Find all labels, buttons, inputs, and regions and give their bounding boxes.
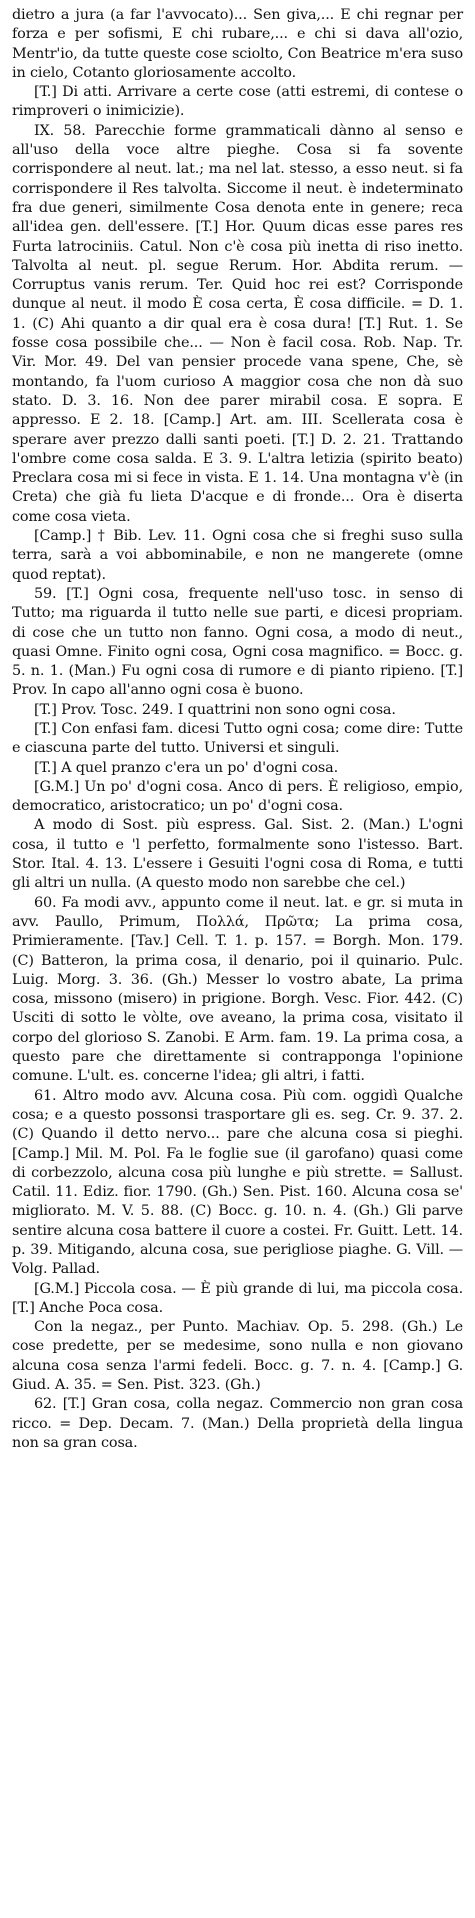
paragraph-section-59: 59. [T.] Ogni cosa, frequente nell'uso tosc. in senso di Tutto; ma riguarda il tutto nelle sue parti, e dicesi propriam. di cose che un tutto non fanno. Ogni cosa, a modo di neut., quasi Omne. Finito ogni cosa, Ogni cosa magnifico. = Bocc. g. 5. n. 1. (Man.) Fu ogni cosa di rumore e di pianto ripieno. [T.] Prov. In capo all'anno ogni cosa è buono.	[12, 585, 463, 699]
paragraph-pranzo: [T.] A quel pranzo c'era un po' d'ogni cosa.	[34, 759, 338, 776]
paragraph-con-negaz: Con la negaz., per Punto. Machiav. Op. 5. 298. (Gh.) Le cose predette, per se medesime, sono nulla e non giovano alcuna cosa senza l'armi fedeli. Bocc. g. 7. n. 4. [Camp.] G. Giud. A. 35. = Sen. Pist. 323. (Gh.)	[12, 1319, 463, 1394]
paragraph-bib-lev: [Camp.] † Bib. Lev. 11. Ogni cosa che si freghi suso sulla terra, sarà a voi abbominabile, e non ne mangerete (omne quod reptat).	[12, 528, 463, 583]
paragraph-un-po: [G.M.] Un po' d'ogni cosa. Anco di pers. È religioso, empio, democratico, aristocratico; un po' d'ogni cosa.	[12, 778, 463, 815]
paragraph-modo-sost: A modo di Sost. più espress. Gal. Sist. 2. (Man.) L'ogni cosa, il tutto e 'l perfetto, formalmente sono l'istesso. Bart. Stor. Ital. 4. 13. L'essere i Gesuiti l'ogni cosa di Roma, e tutti gli altri un nulla. (A questo modo non sarebbe che cel.)	[12, 817, 463, 892]
paragraph-di-atti: [T.] Di atti. Arrivare a certe cose (atti estremi, di contese o rimproveri o inimicizie).	[12, 84, 463, 120]
paragraph-section-58: IX. 58. Parecchie forme grammaticali dànno al senso e all'uso della voce altre pieghe. Cosa si fa sovente corrispondere al neut. lat.; ma nel lat. stesso, a esso neut. si fa corrispondere il Res talvolta. Siccome il neut. è indeterminato fra due generi, similmente Cosa denota ente in genere; reca all'idea gen. dell'essere. [T.] Hor. Quum dicas esse pares res Furta latrociniis. Catul. Non c'è cosa più inetta di riso inetto. Talvolta al neut. pl. segue Rerum. Hor. Abdita rerum. — Corruptus vanis rerum. Ter. Quid hoc rei est? Corrisponde dunque al neut. il modo È cosa certa, È cosa difficile. = D. 1. 1. (C) Ahi quanto a dir qual era è cosa dura! [T.] Rut. 1. Se fosse cosa possibile che... — Non è facil cosa. Rob. Nap. Tr. Vir. Mor. 49. Del van pensier procede vana spene, Che, sè montando, fa l'uom curioso A maggior cosa che non dà suo stato. D. 3. 16. Non dee parer mirabil cosa. E sopra. E appresso. E 2. 18. [Camp.] Art. am. III. Scellerata cosa è sperare aver prezzo dalli santi poeti. [T.] D. 2. 21. Trattando l'ombre come cosa salda. E 3. 9. L'altra letizia (spirito beato) Preclara cosa mi si fece in vista. E 1. 14. Una montagna v'è (in Creta) che già fu lieta D'acque e di fronde... Ora è diserta come cosa vieta.	[12, 122, 463, 525]
paragraph-section-62: 62. [T.] Gran cosa, colla negaz. Commercio non gran cosa ricco. = Dep. Decam. 7. (Man.) Della proprietà della lingua non sa gran cosa.	[12, 1396, 463, 1451]
paragraph-section-61: 61. Altro modo avv. Alcuna cosa. Più com. oggidì Qualche cosa; e a questo possonsi trasportare gli es. seg. Cr. 9. 37. 2. (C) Quando il detto nervo... pare che alcuna cosa si pieghi. [Camp.] Mil. M. Pol. Fa le foglie sue (il garofano) quasi come di corbezzolo, alcuna cosa più lunghe e più strette. = Sallust. Catil. 11. Ediz. fior. 1790. (Gh.) Sen. Pist. 160. Alcuna cosa se' migliorato. M. V. 5. 88. (C) Bocc. g. 10. n. 4. (Gh.) Gli parve sentire alcuna cosa battere il cuore a costei. Fr. Guitt. Lett. 14. p. 39. Mitigando, alcuna cosa, sue perigliose piaghe. G. Vill. — Volg. Pallad.	[12, 1087, 463, 1278]
paragraph-continuation: dietro a jura (a far l'avvocato)... Sen giva,... E chi regnar per forza e per sofismi, E chi rubare,... e chi si dava all'ozio, Mentr'io, da tutte queste cose sciolto, Con Beatrice m'era suso in cielo, Cotanto gloriosamente accolto.	[12, 7, 463, 81]
paragraph-con-enfasi: [T.] Con enfasi fam. dicesi Tutto ogni cosa; come dire: Tutte e ciascuna parte del tutto. Universi et singuli.	[12, 720, 463, 757]
paragraph-piccola-cosa: [G.M.] Piccola cosa. — È più grande di lui, ma piccola cosa. [T.] Anche Poca cosa.	[12, 1280, 463, 1316]
paragraph-prov-tosc: [T.] Prov. Tosc. 249. I quattrini non sono ogni cosa.	[34, 701, 396, 718]
paragraph-section-60: 60. Fa modi avv., appunto come il neut. lat. e gr. si muta in avv. Paullo, Primum, Πολλά, Πρῶτα; La prima cosa, Primieramente. [Tav.] Cell. T. 1. p. 157. = Borgh. Mon. 179. (C) Batteron, la prima cosa, il denario, poi il quinario. Pulc. Luig. Morg. 3. 36. (Gh.) Messer lo vostro abate, La prima cosa, missono (misero) in prigione. Borgh. Vesc. Fior. 442. (C) Usciti di sotto le vòlte, ove aveano, la prima cosa, visitato il corpo del glorioso S. Zanobi. E Arm. fam. 19. La prima cosa, a questo pare che direttamente si contrapponga l'opinione comune. L'ult. es. concerne l'idea; gli altri, i fatti.	[12, 894, 463, 1085]
